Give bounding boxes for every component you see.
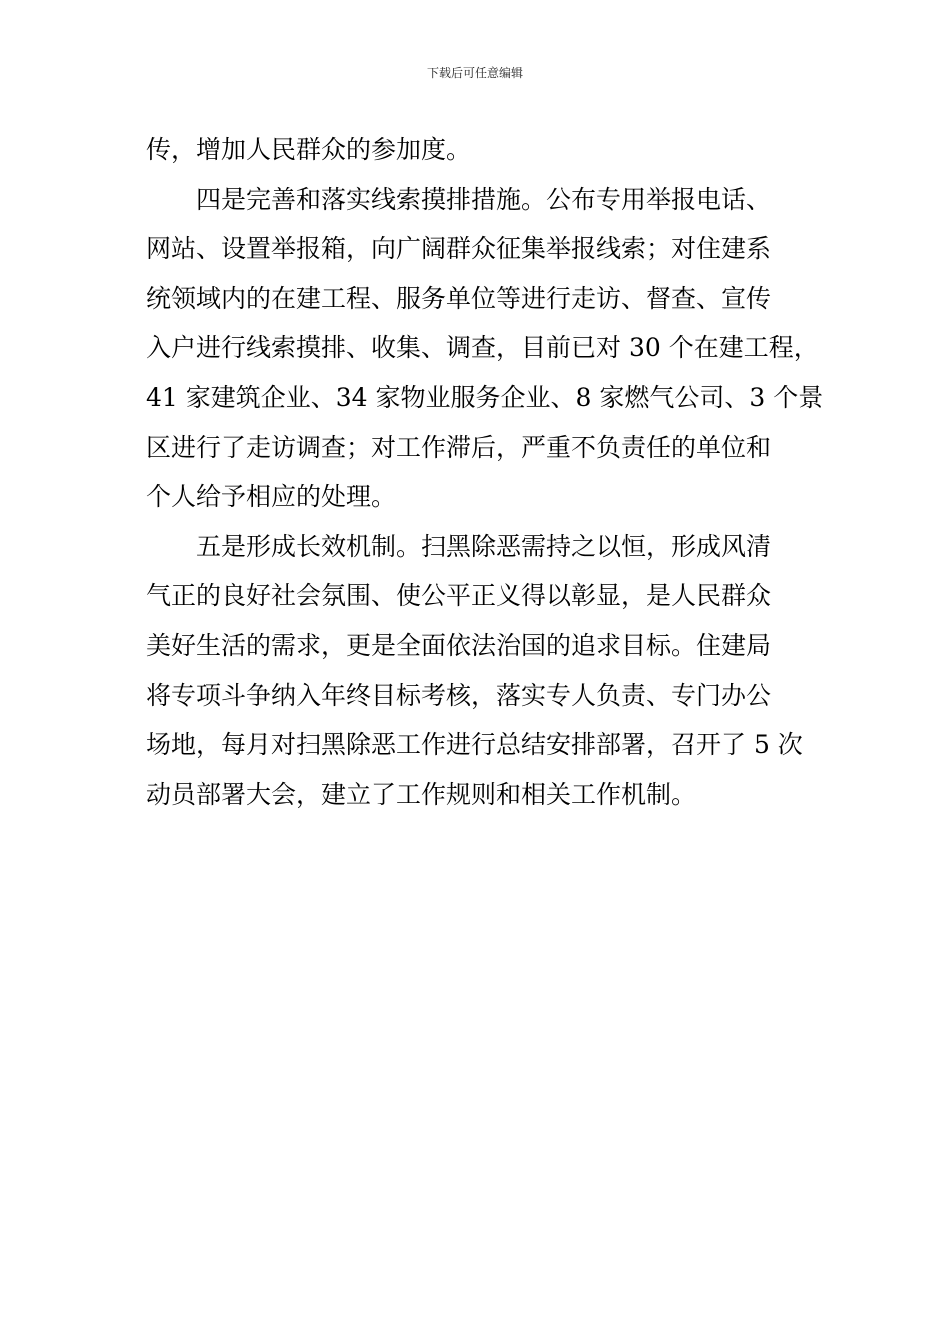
text-line: 入户进行线索摸排、收集、调查，目前已对 30 个在建工程，	[146, 333, 819, 363]
text-line: 区进行了走访调查；对工作滞后，严重不负责任的单位和	[146, 432, 772, 462]
text-line: 美好生活的需求，更是全面依法治国的追求目标。住建局	[146, 630, 772, 660]
text-line: 统领域内的在建工程、服务单位等进行走访、督查、宣传	[146, 283, 772, 313]
text-line: 41 家建筑企业、34 家物业服务企业、8 家燃气公司、3 个景	[146, 382, 824, 412]
text-line: 动员部署大会，建立了工作规则和相关工作机制。	[146, 779, 697, 809]
paragraph-four-first-line: 四是完善和落实线索摸排措施。公布专用举报电话、	[196, 184, 772, 214]
text-line: 气正的良好社会氛围、使公平正义得以彰显，是人民群众	[146, 581, 772, 611]
page-header: 下载后可任意编辑	[426, 66, 523, 80]
document-body	[146, 125, 824, 819]
text-line: 将专项斗争纳入年终目标考核，落实专人负责、专门办公	[146, 680, 772, 710]
text-line: 网站、设置举报箱，向广阔群众征集举报线索；对住建系	[146, 234, 772, 264]
paragraph-five-first-line: 五是形成长效机制。扫黑除恶需持之以恒，形成风清	[196, 531, 772, 561]
text-line: 个人给予相应的处理。	[146, 482, 397, 512]
text-line: 传，增加人民群众的参加度。	[146, 135, 472, 164]
text-line: 场地，每月对扫黑除恶工作进行总结安排部署，召开了 5 次	[146, 730, 803, 760]
